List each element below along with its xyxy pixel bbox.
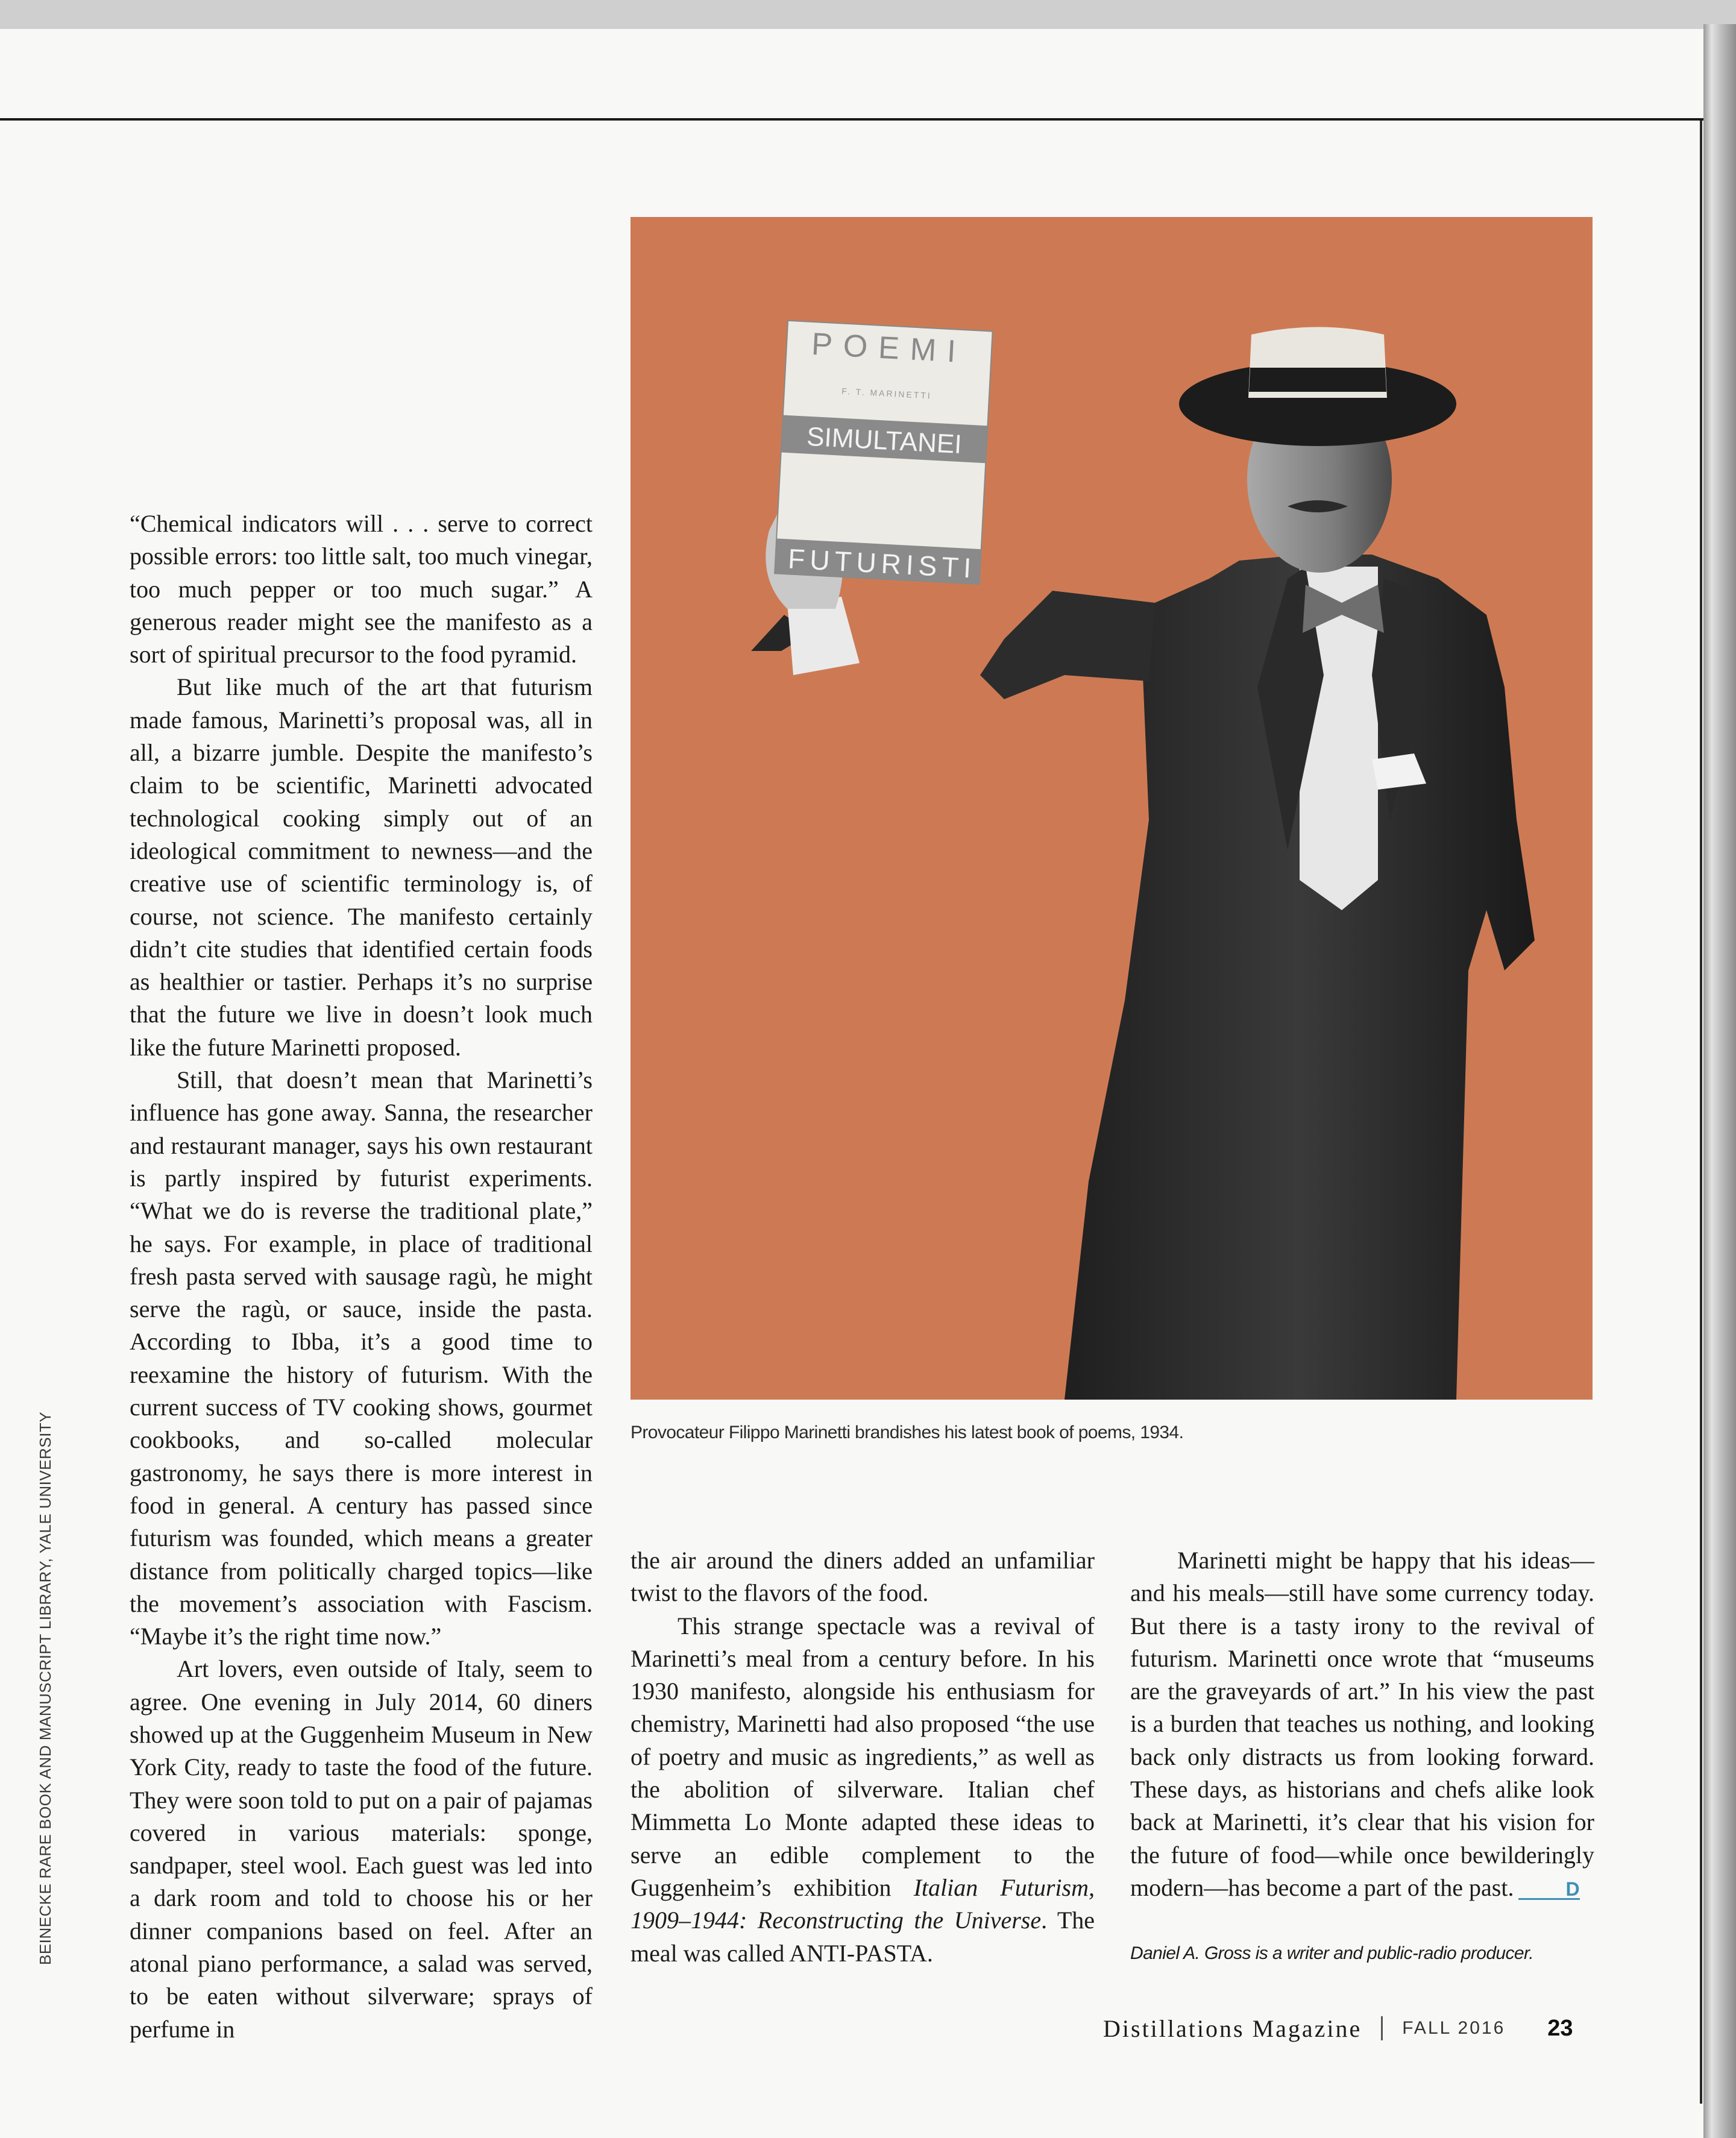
paragraph-text: This strange spectacle was a revival of Marinetti’s meal from a century before. In his 1930 manifesto, alongside his enthusiasm for chemistry, Marinetti had also proposed “the use of poetry and music as ingredients,” as well as the abolition of silverware. Italian chef Mimmetta Lo Monte adapted these ideas to serve an edible complement to the Guggenheim’s exhibition — [631, 1612, 1095, 1901]
page-spine-shadow — [1703, 24, 1736, 2138]
paragraph: But like much of the art that futurism made famous, Marinetti’s proposal was, all in all, a bizarre jumble. Despite the manifesto’s claim to be scientific, Marinetti advocated technological cooking simply out of an ideological commitment to newness—and the creative use of scientific terminology is, of course, not science. The manifesto certainly didn’t cite studies that identified certain foods as healthier or tastier. Perhaps it’s no surprise that the future we live in doesn’t look much like the future Marinetti proposed. — [130, 673, 593, 1061]
article-column-1 — [130, 508, 593, 2046]
issue-label: FALL 2016 — [1402, 2018, 1506, 2038]
article-column-3 — [1130, 1544, 1594, 1904]
marinetti-figure-illustration — [631, 217, 1593, 1400]
raised-arm — [980, 591, 1155, 699]
marinetti-photo — [631, 217, 1593, 1400]
magazine-name: Distillations Magazine — [1103, 2014, 1362, 2042]
photo-caption: Provocateur Filippo Marinetti brandishes his latest book of poems, 1934. — [631, 1423, 1184, 1442]
page-footer — [1103, 2013, 1573, 2043]
paragraph: the air around the diners added an unfamiliar twist to the flavors of the food. — [631, 1547, 1095, 1607]
paragraph: “Chemical indicators will . . . serve to correct possible errors: too little salt, too much vinegar, too much pepper or too much sugar.” A generous reader might see the manifesto as a sort of spiritual precursor to the food pyramid. — [130, 510, 593, 668]
exhibition-title: Italian Futurism, 1909–1944: Reconstructing the Universe — [631, 1873, 1095, 1934]
paragraph: Art lovers, even outside of Italy, seem to agree. One evening in July 2014, 60 diners showed up at the Guggenheim Museum in New York City, ready to taste the food of the future. They were soon told to put on a pair of pajamas covered in various materials: sponge, sandpaper, steel wool. Each guest was led into a dark room and told to choose his or her dinner companions based on feel. After an atonal piano performance, a salad was served, to be eaten without silverware; sprays of perfume in — [130, 1655, 593, 2043]
right-edge-rule — [1700, 121, 1702, 2104]
footer-divider — [1381, 2016, 1383, 2040]
paragraph — [1130, 1544, 1594, 1904]
book-line-futuristi: FUTURISTI — [787, 542, 977, 584]
photo-credit: BEINECKE RARE BOOK AND MANUSCRIPT LIBRARY, YALE UNIVERSITY — [36, 1411, 54, 1965]
book-line-poemi: POEMI — [810, 326, 968, 370]
book-held — [775, 321, 993, 584]
end-mark-icon: D — [1518, 1880, 1579, 1900]
page-number: 23 — [1547, 2015, 1573, 2041]
book-line-simultanei: SIMULTANEI — [806, 421, 963, 460]
hat-band — [1249, 368, 1386, 392]
paragraph — [631, 1610, 1095, 1970]
book-line-author: F. T. MARINETTI — [841, 386, 932, 401]
article-column-2 — [631, 1544, 1095, 1970]
paragraph-text: . The meal was called ANTI-PASTA. — [631, 1907, 1095, 1967]
paragraph: Still, that doesn’t mean that Marinetti’s influence has gone away. Sanna, the researcher and restaurant manager, says his own restaurant is partly inspired by futurist experiments. “What we do is reverse the traditional plate,” he says. For example, in place of traditional fresh pasta served with sausage ragù, he might serve the ragù, or sauce, inside the pasta. According to Ibba, it’s a good time to reexamine the history of futurism. With the current success of TV cooking shows, gourmet cookbooks, and so-called molecular gastronomy, he says there is more interest in food in general. A century has passed since futurism was founded, which means a greater distance from politically charged topics—like the movement’s association with Fascism. “Maybe it’s the right time now.” — [130, 1066, 593, 1650]
author-byline: Daniel A. Gross is a writer and public-radio producer. — [1130, 1943, 1534, 1963]
paragraph-text: Marinetti might be happy that his ideas—and his meals—still have some currency today. But there is a tasty irony to the revival of futurism. Marinetti once wrote that “museums are the graveyards of art.” In his view the past is a burden that teaches us nothing, and looking back only distracts us from looking forward. These days, as historians and chefs alike look back at Marinetti, it’s clear that his vision for the future of food—while once bewilderingly modern—has become a part of the past. — [1130, 1547, 1594, 1901]
top-rule — [0, 118, 1703, 121]
